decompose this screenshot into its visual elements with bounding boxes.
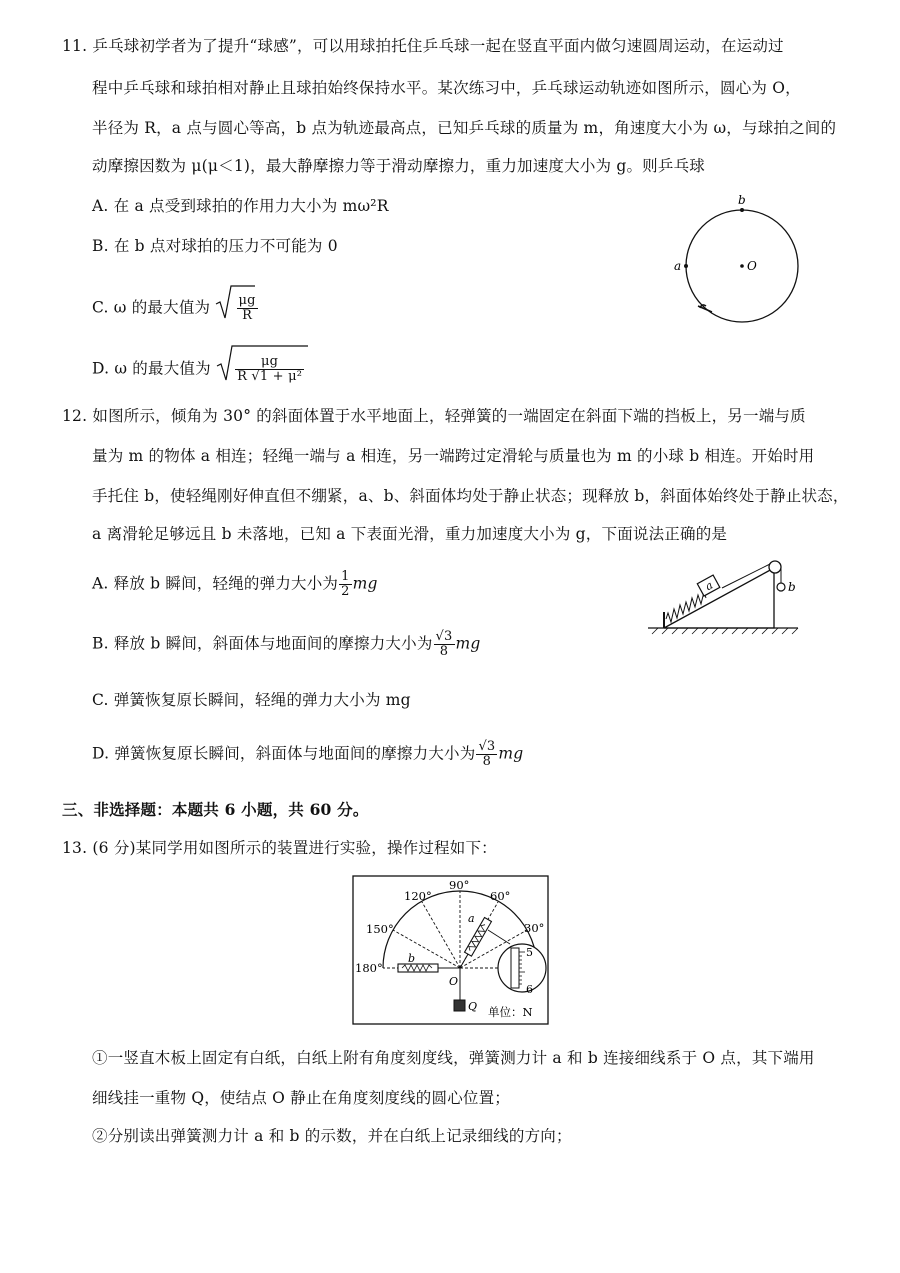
angle-label-90: 90° <box>449 878 470 892</box>
q11-line3: 半径为 R，a 点与圆心等高，b 点为轨迹最高点，已知乒乓球的质量为 m，角速度大小为 ω，与球拍之间的 <box>92 119 837 137</box>
fig-label-a: a <box>468 912 475 925</box>
fraction-denominator: 2 <box>341 584 350 599</box>
spring-scale-a <box>457 918 492 970</box>
q12-option-b-unit: mg <box>455 634 481 653</box>
q11-line1: 11. 乒乓球初学者为了提升“球感”，可以用球拍托住乒乓球一起在竖直平面内做匀速圆周运动，在运动过 <box>62 37 784 55</box>
fig-label-b: b <box>788 580 796 594</box>
fig-label-o: O <box>449 975 459 988</box>
q12-option-a-unit: mg <box>352 574 378 593</box>
q13-step1-line1: ①一竖直木板上固定有白纸，白纸上附有角度刻度线，弹簧测力计 a 和 b 连接细线系于 O 点，其下端用 <box>92 1049 815 1067</box>
fraction-denominator: R √1 + μ² <box>237 369 303 384</box>
q13-step2: ②分别读出弹簧测力计 a 和 b 的示数，并在白纸上记录细线的方向； <box>92 1127 572 1145</box>
fraction-denominator: 8 <box>482 754 492 769</box>
q11-line4: 动摩擦因数为 μ(μ＜1)，最大静摩擦力等于滑动摩擦力，重力加速度大小为 g。则乒乓球 <box>92 157 705 175</box>
weight-q <box>454 1000 465 1011</box>
q12-line4: a 离滑轮足够远且 b 未落地，已知 a 下表面光滑，重力加速度大小为 g，下面说法正确的是 <box>92 525 728 543</box>
fraction-denominator: 8 <box>439 644 449 659</box>
q12-option-b-text: B. 释放 b 瞬间，斜面体与地面间的摩擦力大小为 <box>92 634 433 653</box>
scale-label-6: 6 <box>526 983 533 996</box>
q12-line3: 手托住 b，使轻绳刚好伸直但不绷紧，a、b、斜面体均处于静止状态；现释放 b，斜面体始终处于静止状态， <box>92 487 849 505</box>
angle-label-60: 60° <box>490 889 511 903</box>
q12-line1: 12. 如图所示，倾角为 30° 的斜面体置于水平地面上，轻弹簧的一端固定在斜面下端的挡板上，另一端与质 <box>62 407 806 425</box>
angle-label-30: 30° <box>524 921 545 935</box>
fraction-numerator: μg <box>238 293 256 308</box>
fraction-numerator: 1 <box>341 569 350 584</box>
fig-label-o: O <box>747 259 757 273</box>
q12-line2: 量为 m 的物体 a 相连；轻绳一端与 a 相连，另一端跨过定滑轮与质量也为 m 的小球 b 相连。开始时用 <box>92 447 815 465</box>
fig-label-a: a <box>703 578 716 594</box>
zoom-pointer-line <box>488 930 510 944</box>
fig-label-b: b <box>408 952 416 965</box>
q11-option-a: A. 在 a 点受到球拍的作用力大小为 mω²R <box>92 197 389 215</box>
angle-label-180: 180° <box>355 961 383 975</box>
fraction-numerator: μg <box>235 355 304 370</box>
fraction-numerator: √3 <box>478 739 496 754</box>
q12-option-a-text: A. 释放 b 瞬间，轻绳的弹力大小为 <box>92 574 339 593</box>
q11-option-d-text: D. ω 的最大值为 <box>92 359 211 378</box>
spring-scale-b <box>398 964 460 972</box>
angle-label-150: 150° <box>366 922 394 936</box>
section-3-heading: 三、非选择题：本题共 6 小题，共 60 分。 <box>62 800 369 819</box>
scale-label-5: 5 <box>526 946 533 959</box>
q12-option-d-text: D. 弹簧恢复原长瞬间，斜面体与地面间的摩擦力大小为 <box>92 744 476 763</box>
q13-line1: 13. (6 分)某同学用如图所示的装置进行实验，操作过程如下： <box>62 839 497 857</box>
unit-label: 单位：N <box>488 1005 533 1019</box>
angle-label-120: 120° <box>404 889 432 903</box>
q11-option-b: B. 在 b 点对球拍的压力不可能为 0 <box>92 237 338 255</box>
q12-option-c: C. 弹簧恢复原长瞬间，轻绳的弹力大小为 mg <box>92 691 411 709</box>
fraction-numerator: √3 <box>435 629 453 644</box>
q11-option-c-text: C. ω 的最大值为 <box>92 298 211 317</box>
q11-line2: 程中乒乓球和球拍相对静止且球拍始终保持水平。某次练习中，乒乓球运动轨迹如图所示，圆心为 O， <box>92 79 801 97</box>
fig-label-a: a <box>674 259 682 273</box>
fig-label-q: Q <box>468 1000 478 1013</box>
fraction-denominator: R <box>242 308 253 323</box>
fig-label-b: b <box>738 193 746 207</box>
q12-option-d-unit: mg <box>498 744 524 763</box>
q13-step1-line2: 细线挂一重物 Q，使结点 O 静止在角度刻度线的圆心位置； <box>92 1089 510 1107</box>
